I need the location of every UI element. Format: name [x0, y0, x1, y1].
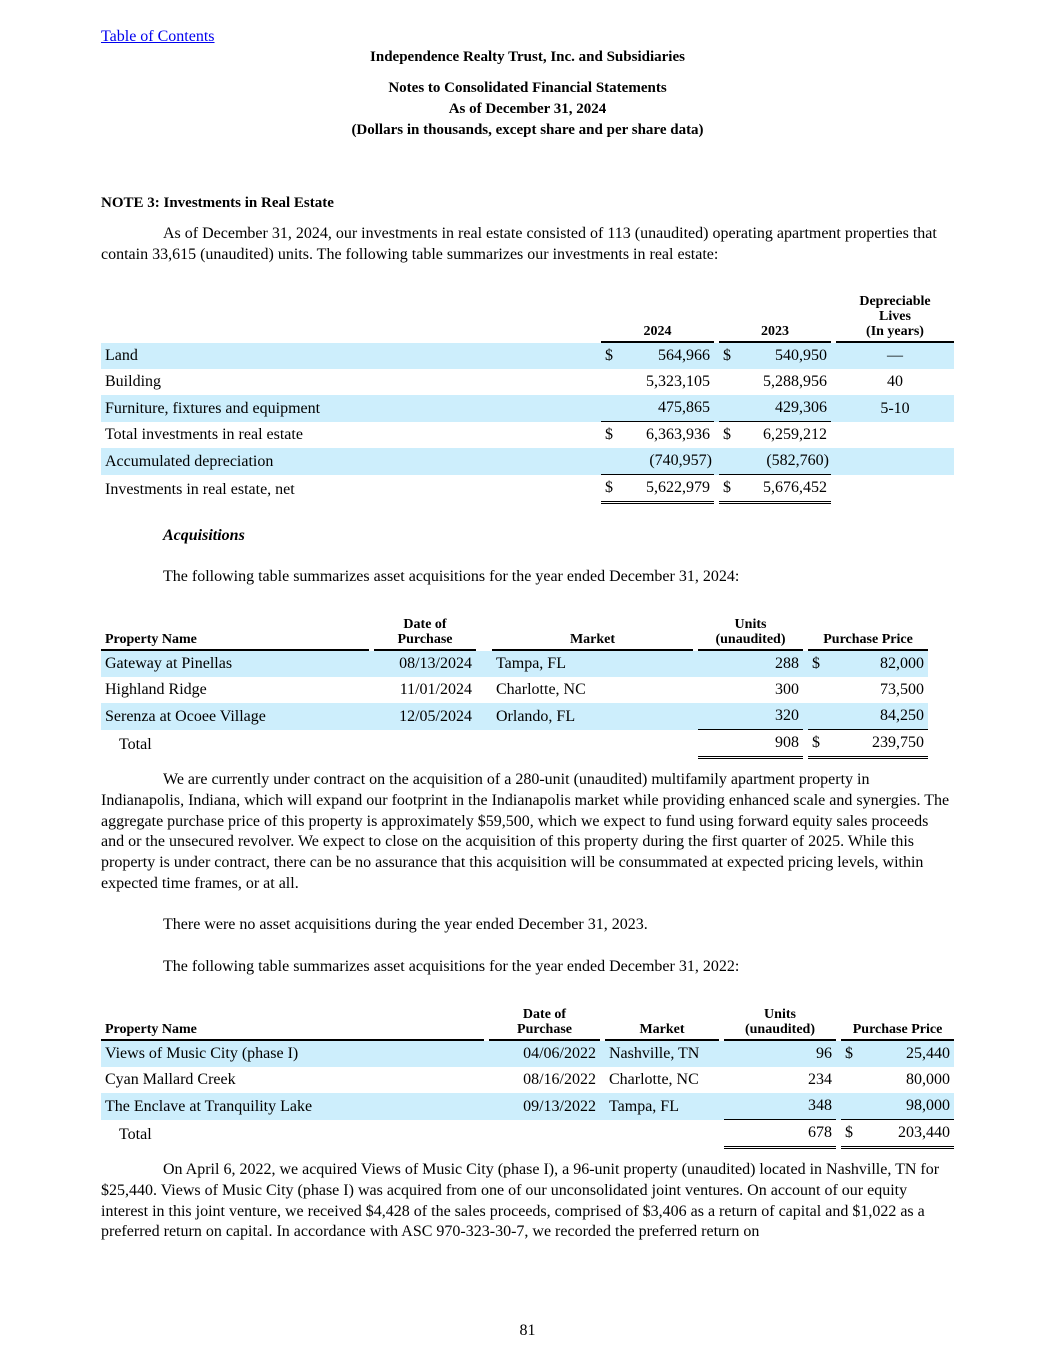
market: Charlotte, NC — [609, 1071, 699, 1088]
header-depreciable-lives: Depreciable Lives (In years) — [836, 294, 954, 343]
value-2023: (582,760) — [738, 448, 831, 475]
header-property-name: Property Name — [101, 617, 369, 651]
views-paragraph: On April 6, 2022, we acquired Views of Music City (phase I), a 96-unit property (unaudited) located in Nashville, TN for $25,440. Views of Music City (phase I) was acquired from one of our unconsolidated joint ventures. On account of our equity interest in this joint venture, we received $4,428 of the sales proceeds, comprised of $3,406 as a return of capital and $1,022 as a preferred return on capital. In accordance with ASC 970-323-30-7, we recorded the preferred return on — [101, 1161, 940, 1241]
market: Orlando, FL — [492, 703, 693, 730]
market: Tampa, FL — [605, 1093, 719, 1120]
market: Charlotte, NC — [496, 681, 586, 698]
company-name: Independence Realty Trust, Inc. and Subsidiaries — [370, 49, 685, 65]
table-header — [101, 617, 928, 651]
acquisitions-intro-2024: The following table summarizes asset acquisitions for the year ended December 31, 2024: — [163, 568, 740, 585]
value-2024: (740,957) — [620, 448, 714, 475]
currency-symbol: $ — [808, 651, 828, 677]
header-date-of-purchase: Date of Purchase — [489, 1007, 600, 1041]
note-intro: As of December 31, 2024, our investments in real estate consisted of 113 (unaudited) operating apartment properties that contain 33,615 (unaudited) units. The following table summarizes our investments in real estate: — [101, 225, 937, 263]
purchase-price: 98,000 — [860, 1093, 954, 1120]
purchase-date: 08/13/2024 — [374, 651, 476, 677]
acquisitions-2022-table — [101, 1007, 954, 1149]
table-row — [101, 1041, 954, 1067]
property-name: Cyan Mallard Creek — [105, 1071, 236, 1088]
units-note: (Dollars in thousands, except share and per share data) — [351, 122, 704, 138]
as-of-date: As of December 31, 2024 — [448, 101, 607, 117]
value-2024: 5,622,979 — [620, 475, 714, 504]
value-2023: 6,259,212 — [763, 426, 827, 443]
header-units: Units (unaudited) — [698, 617, 803, 651]
currency-symbol: $ — [601, 343, 620, 369]
acquisitions-heading: Acquisitions — [163, 527, 245, 544]
purchase-date: 11/01/2024 — [399, 681, 472, 698]
total-units: 678 — [724, 1120, 836, 1149]
purchase-price: 80,000 — [906, 1071, 951, 1088]
value-2023: 5,676,452 — [738, 475, 831, 504]
purchase-price: 25,440 — [860, 1041, 954, 1067]
contract-paragraph: We are currently under contract on the acquisition of a 280-unit (unaudited) multifamily apartment property in Indianapolis, Indiana, which will expand our footprint in the Indianapolis market while providing enhanced scale and synergies. The aggregate purchase price of this property is approximately $59,500, which we expect to fund using forward equity sales proceeds and or the unsecured revolver. We expect to close on the acquisition of this property during the first quarter of 2025. While this property is under contract, there can be no assurance that this acquisition will be consummated at expected pricing levels, within expected time frames, or at all. — [101, 771, 950, 892]
total-label: Total — [119, 1125, 152, 1143]
units: 234 — [808, 1071, 832, 1088]
total-units: 908 — [698, 730, 803, 759]
table-row — [101, 1093, 954, 1120]
currency-symbol: $ — [841, 1120, 860, 1149]
lives: 40 — [887, 373, 903, 390]
total-price: 203,440 — [860, 1120, 954, 1149]
purchase-date: 04/06/2022 — [489, 1041, 600, 1067]
units: 320 — [698, 703, 803, 730]
table-total-row — [101, 730, 928, 759]
currency-symbol: $ — [719, 343, 738, 369]
table-row — [101, 395, 954, 422]
units: 288 — [698, 651, 803, 677]
total-label: Total — [119, 735, 152, 753]
purchase-price: 73,500 — [880, 681, 925, 698]
row-label: Land — [101, 343, 601, 369]
header-property-name: Property Name — [101, 1007, 484, 1041]
header-2024: 2024 — [601, 294, 714, 343]
header-purchase-price: Purchase Price — [841, 1007, 954, 1041]
purchase-date: 12/05/2024 — [374, 703, 476, 730]
total-price: 239,750 — [828, 730, 928, 759]
currency-symbol: $ — [723, 426, 731, 443]
header-purchase-price: Purchase Price — [808, 617, 928, 651]
property-name: Serenza at Ocoee Village — [101, 703, 369, 730]
lives: — — [836, 343, 954, 369]
value-2023: 429,306 — [738, 395, 831, 422]
row-label: Total investments in real estate — [105, 426, 303, 443]
no-2023-acquisitions: There were no asset acquisitions during the year ended December 31, 2023. — [163, 916, 648, 933]
purchase-date: 09/13/2022 — [489, 1093, 600, 1120]
page-number: 81 — [519, 1322, 536, 1339]
currency-symbol: $ — [605, 426, 613, 443]
acquisitions-2024-table — [101, 617, 928, 759]
property-name: Highland Ridge — [105, 681, 207, 698]
document-title: Notes to Consolidated Financial Statements — [388, 80, 667, 96]
row-label: Investments in real estate, net — [105, 480, 295, 498]
lives: 5-10 — [836, 395, 954, 422]
table-header — [101, 294, 954, 343]
row-label: Furniture, fixtures and equipment — [101, 395, 601, 422]
header-2023: 2023 — [719, 294, 831, 343]
table-total-row — [101, 1120, 954, 1149]
table-row — [101, 1067, 954, 1093]
units: 348 — [724, 1093, 836, 1120]
value-2023: 540,950 — [738, 343, 831, 369]
table-row — [101, 448, 954, 475]
property-name: Views of Music City (phase I) — [101, 1041, 484, 1067]
header-market: Market — [492, 617, 693, 651]
currency-symbol: $ — [601, 475, 620, 504]
currency-symbol: $ — [841, 1041, 860, 1067]
units: 96 — [724, 1041, 836, 1067]
row-label: Building — [105, 373, 162, 390]
value-2024: 6,363,936 — [646, 426, 710, 443]
table-row — [101, 475, 954, 504]
value-2024: 475,865 — [620, 395, 714, 422]
table-row — [101, 343, 954, 369]
purchase-price: 82,000 — [828, 651, 928, 677]
currency-symbol: $ — [808, 730, 828, 759]
note-heading: NOTE 3: Investments in Real Estate — [101, 195, 334, 211]
market: Nashville, TN — [605, 1041, 719, 1067]
header-units: Units (unaudited) — [724, 1007, 836, 1041]
units: 300 — [775, 681, 799, 698]
value-2023: 5,288,956 — [763, 373, 827, 390]
property-name: The Enclave at Tranquility Lake — [101, 1093, 484, 1120]
currency-symbol: $ — [719, 475, 738, 504]
table-row — [101, 422, 954, 448]
table-row — [101, 651, 928, 677]
header-date-of-purchase: Date of Purchase — [374, 617, 476, 651]
market: Tampa, FL — [492, 651, 693, 677]
acquisitions-intro-2022: The following table summarizes asset acquisitions for the year ended December 31, 2022: — [163, 958, 740, 975]
table-row — [101, 677, 928, 703]
value-2024: 5,323,105 — [646, 373, 710, 390]
header-market: Market — [605, 1007, 719, 1041]
purchase-date: 08/16/2022 — [523, 1071, 596, 1088]
investments-table — [101, 294, 954, 504]
table-row — [101, 369, 954, 395]
table-of-contents-link[interactable]: Table of Contents — [101, 28, 215, 45]
table-header — [101, 1007, 954, 1041]
row-label: Accumulated depreciation — [101, 448, 601, 475]
property-name: Gateway at Pinellas — [101, 651, 369, 677]
table-row — [101, 703, 928, 730]
value-2024: 564,966 — [620, 343, 714, 369]
purchase-price: 84,250 — [828, 703, 928, 730]
